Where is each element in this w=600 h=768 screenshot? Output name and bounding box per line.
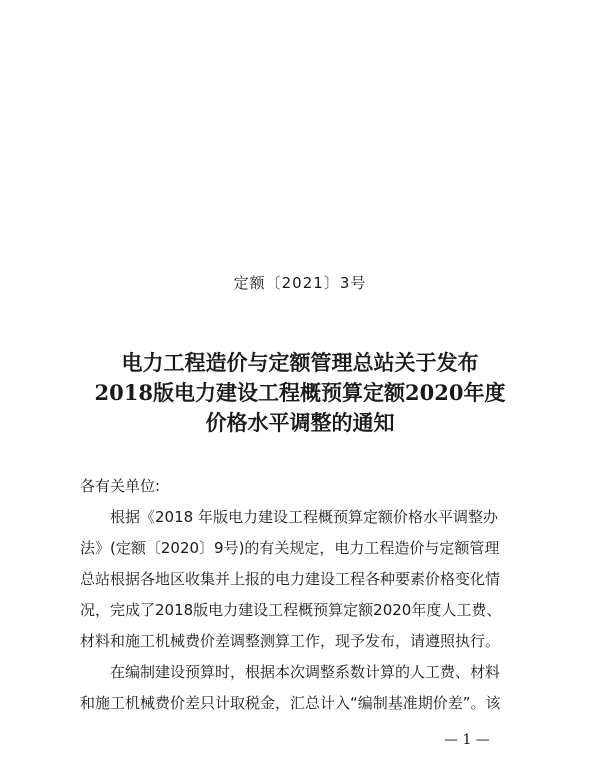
page-number: — 1 — [444, 732, 490, 748]
paragraph-line: 根据《2018 年版电力建设工程概预算定额价格水平调整办 [110, 508, 498, 526]
title-line-3: 价格水平调整的通知 [205, 410, 395, 435]
paragraph-line: 总站根据各地区收集并上报的电力建设工程各种要素价格变化情 [80, 570, 501, 588]
paragraph-line: 和施工机械费价差只计取税金，汇总计入“编制基准期价差”。该 [80, 694, 501, 712]
paragraph-line: 况，完成了2018版电力建设工程概预算定额2020年度人工费、 [80, 601, 502, 619]
paragraph-line: 法》(定额〔2020〕9号)的有关规定，电力工程造价与定额管理 [80, 539, 500, 557]
title-line-2: 2018版电力建设工程概预算定额2020年度 [94, 380, 506, 405]
document-number: 定额〔2021〕3号 [233, 274, 367, 292]
document-title [0, 348, 600, 438]
paragraph-line: 材料和施工机械费价差调整测算工作，现予发布，请遵照执行。 [80, 632, 501, 650]
title-line-1: 电力工程造价与定额管理总站关于发布 [121, 350, 479, 375]
paragraph-line: 在编制建设预算时，根据本次调整系数计算的人工费、材料 [110, 663, 501, 681]
salutation: 各有关单位: [80, 477, 161, 495]
